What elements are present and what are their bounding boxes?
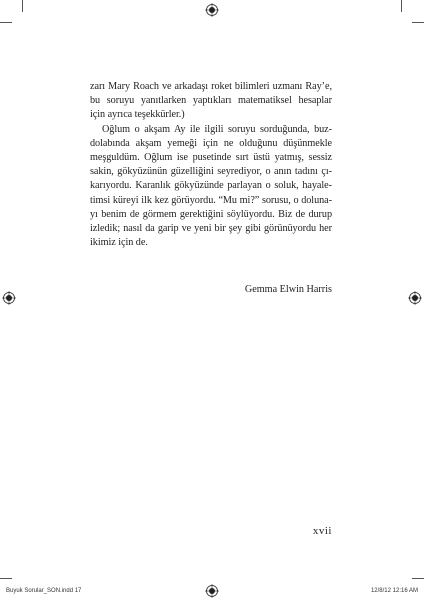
crop-mark-right-bottom [412, 578, 424, 579]
registration-mark-left [2, 291, 16, 305]
registration-mark-right [408, 291, 422, 305]
slug-datetime: 12/8/12 12:16 AM [370, 588, 418, 594]
crop-mark-top-right [401, 0, 402, 12]
text-line: bu soruyu yanıtlarken yaptıkları matematiksel hesaplar [90, 95, 332, 107]
text-line: yı benim de görmem gerektiğini söylüyordu. Biz de durup [90, 208, 332, 220]
crop-mark-left-bottom [0, 578, 12, 579]
registration-mark-top [205, 3, 219, 17]
text-line: karıyordu. Karanlık gökyüzünde parlayan o soluk, hayale- [90, 180, 332, 192]
page-number: xvii [312, 525, 332, 537]
text-line: için ayrıca teşekkürler.) [90, 109, 185, 121]
text-line: dolabında akşam yemeği için ne olduğunu düşünmekle [90, 137, 332, 149]
text-line: meşguldüm. Oğlum ise pusetinde sırt üstü yatmış, sessiz [90, 152, 332, 164]
text-line: timsi küreyi ilk kez görüyordu. “Mu mi?” sorusu, o doluna- [90, 194, 332, 206]
text-line: izledik; nasıl da garip ve yeni bir şey gibi görünüyordu her [90, 223, 332, 235]
text-line: ikimiz için de. [90, 237, 148, 249]
author-signature: Gemma Elwin Harris [244, 284, 332, 295]
text-line: zarı Mary Roach ve arkadaşı roket bilimleri uzmanı Ray’e, [90, 81, 332, 92]
crop-mark-top-left [22, 0, 23, 12]
crop-mark-right-top [412, 22, 424, 23]
crop-mark-left-top [0, 22, 12, 23]
text-line: Oğlum o akşam Ay ile ilgili soruyu sorduğunda, buz- [102, 123, 332, 135]
text-line: sakin, gökyüzünün güzelliğini seyrediyor, o anın tadını çı- [90, 166, 332, 178]
slug-file-name: Buyuk Sorular_SON.indd 17 [6, 588, 82, 594]
body-text [90, 80, 332, 250]
registration-mark-bottom [205, 584, 219, 598]
